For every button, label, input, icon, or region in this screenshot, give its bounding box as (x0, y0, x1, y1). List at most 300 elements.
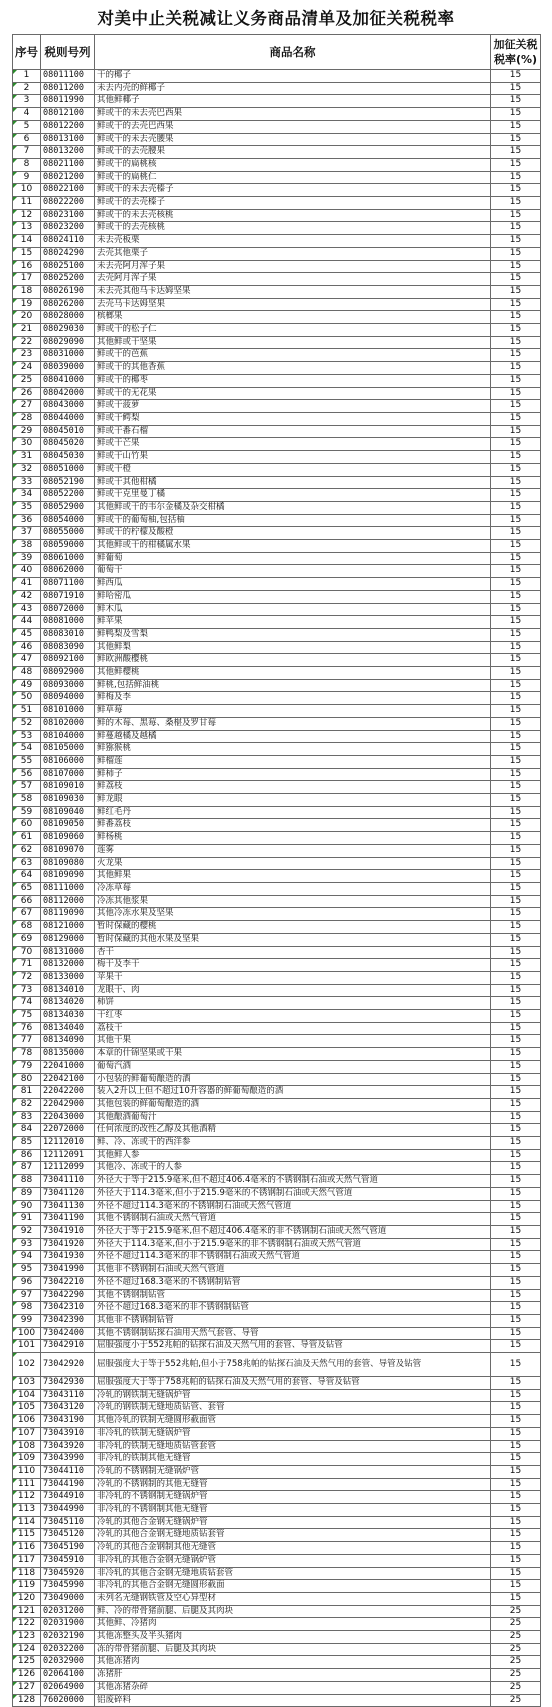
product-name: 其他包装的鲜葡萄酿造的酒 (95, 1098, 491, 1111)
table-row (13, 222, 541, 235)
tariff-code: 22042100 (41, 1073, 95, 1086)
row-index: 107 (13, 1427, 41, 1440)
table-row (13, 1465, 541, 1478)
product-name: 冷冻其他浆果 (95, 895, 491, 908)
tariff-rate: 15 (491, 527, 541, 540)
tariff-rate: 25 (491, 1669, 541, 1682)
product-name: 未去壳阿月浑子果 (95, 260, 491, 273)
tariff-code: 08101000 (41, 705, 95, 718)
product-name: 鲜或干的去壳巴西果 (95, 120, 491, 133)
product-name: 鲜葡萄 (95, 552, 491, 565)
row-index: 18 (13, 285, 41, 298)
table-row (13, 1225, 541, 1238)
product-name: 其他非不锈钢制钻管 (95, 1314, 491, 1327)
row-index: 112 (13, 1491, 41, 1504)
tariff-rate: 15 (491, 133, 541, 146)
tariff-code: 73041930 (41, 1251, 95, 1264)
tariff-rate: 15 (491, 336, 541, 349)
row-index: 94 (13, 1251, 41, 1264)
table-row (13, 1340, 541, 1353)
row-index: 4 (13, 108, 41, 121)
table-row (13, 946, 541, 959)
row-index: 92 (13, 1225, 41, 1238)
tariff-code: 08133000 (41, 971, 95, 984)
row-index: 73 (13, 984, 41, 997)
product-name: 暂时保藏的樱桃 (95, 921, 491, 934)
table-header-row (13, 35, 541, 70)
table-row (13, 578, 541, 591)
table-row (13, 1124, 541, 1137)
product-name: 去壳阿月浑子果 (95, 273, 491, 286)
tariff-code: 08134030 (41, 1010, 95, 1023)
row-index: 5 (13, 120, 41, 133)
table-row (13, 1213, 541, 1226)
table-row (13, 489, 541, 502)
table-row (13, 247, 541, 260)
row-index: 75 (13, 1010, 41, 1023)
table-row (13, 1377, 541, 1390)
tariff-code: 73045910 (41, 1554, 95, 1567)
product-name: 非冷轧的不锈钢制其他无缝管 (95, 1504, 491, 1517)
tariff-code: 08045010 (41, 425, 95, 438)
table-row (13, 768, 541, 781)
product-name: 鲜榴莲 (95, 755, 491, 768)
table-row (13, 908, 541, 921)
tariff-rate: 15 (491, 781, 541, 794)
table-row (13, 362, 541, 375)
tariff-rate: 15 (491, 705, 541, 718)
tariff-rate: 15 (491, 1427, 541, 1440)
table-row (13, 692, 541, 705)
table-row (13, 235, 541, 248)
row-index: 79 (13, 1060, 41, 1073)
table-row (13, 1491, 541, 1504)
tariff-rate: 15 (491, 806, 541, 819)
table-row (13, 971, 541, 984)
product-name: 鲜梅及李 (95, 692, 491, 705)
tariff-code: 12112099 (41, 1162, 95, 1175)
product-name: 其他冷、冻或干的人参 (95, 1162, 491, 1175)
tariff-code: 73045990 (41, 1580, 95, 1593)
tariff-code: 73045120 (41, 1529, 95, 1542)
table-row (13, 1187, 541, 1200)
table-row (13, 1567, 541, 1580)
row-index: 124 (13, 1643, 41, 1656)
row-index: 13 (13, 222, 41, 235)
table-row (13, 374, 541, 387)
tariff-rate: 15 (491, 717, 541, 730)
table-row (13, 603, 541, 616)
tariff-code: 08013100 (41, 133, 95, 146)
tariff-rate: 15 (491, 1340, 541, 1353)
tariff-rate: 15 (491, 667, 541, 680)
tariff-rate: 15 (491, 1175, 541, 1188)
row-index: 61 (13, 832, 41, 845)
tariff-code: 73044910 (41, 1491, 95, 1504)
tariff-code: 08081000 (41, 616, 95, 629)
header-name: 商品名称 (95, 35, 491, 70)
tariff-rate: 15 (491, 374, 541, 387)
row-index: 48 (13, 667, 41, 680)
tariff-rate: 15 (491, 1187, 541, 1200)
tariff-rate: 15 (491, 603, 541, 616)
tariff-rate: 15 (491, 1276, 541, 1289)
table-row (13, 412, 541, 425)
table-row (13, 1618, 541, 1631)
product-name: 本章的什锦坚果或干果 (95, 1048, 491, 1061)
product-name: 鲜或干的无花果 (95, 387, 491, 400)
row-index: 20 (13, 311, 41, 324)
table-row (13, 1137, 541, 1150)
product-name: 冻猪肝 (95, 1669, 491, 1682)
table-row (13, 667, 541, 680)
tariff-rate: 15 (491, 412, 541, 425)
row-index: 125 (13, 1656, 41, 1669)
tariff-code: 08054000 (41, 514, 95, 527)
tariff-rate: 15 (491, 1353, 541, 1377)
tariff-rate: 15 (491, 1022, 541, 1035)
tariff-rate: 15 (491, 298, 541, 311)
tariff-code: 08021100 (41, 158, 95, 171)
row-index: 25 (13, 374, 41, 387)
row-index: 41 (13, 578, 41, 591)
tariff-code: 08083090 (41, 641, 95, 654)
table-row (13, 1010, 541, 1023)
tariff-rate: 15 (491, 984, 541, 997)
tariff-rate: 15 (491, 362, 541, 375)
product-name: 鲜或干的椰枣 (95, 374, 491, 387)
row-index: 101 (13, 1340, 41, 1353)
row-index: 123 (13, 1631, 41, 1644)
tariff-code: 08013200 (41, 146, 95, 159)
tariff-rate: 15 (491, 565, 541, 578)
tariff-rate: 15 (491, 501, 541, 514)
tariff-code: 76020000 (41, 1694, 95, 1707)
product-name: 鲜或干的其他香蕉 (95, 362, 491, 375)
tariff-rate: 15 (491, 844, 541, 857)
tariff-rate: 15 (491, 1580, 541, 1593)
tariff-code: 08109090 (41, 870, 95, 883)
tariff-rate: 15 (491, 959, 541, 972)
table-row (13, 857, 541, 870)
table-row (13, 1327, 541, 1340)
product-name: 暂时保藏的其他水果及坚果 (95, 933, 491, 946)
tariff-code: 08083010 (41, 628, 95, 641)
row-index: 71 (13, 959, 41, 972)
tariff-code: 08132000 (41, 959, 95, 972)
row-index: 34 (13, 489, 41, 502)
tariff-rate: 15 (491, 197, 541, 210)
row-index: 105 (13, 1402, 41, 1415)
tariff-rate: 15 (491, 209, 541, 222)
tariff-rate: 15 (491, 158, 541, 171)
product-name: 外径不超过168.3毫米的非不锈钢制钻管 (95, 1302, 491, 1315)
row-index: 47 (13, 654, 41, 667)
table-row (13, 120, 541, 133)
tariff-rate: 15 (491, 1302, 541, 1315)
table-row (13, 146, 541, 159)
tariff-rate: 15 (491, 1453, 541, 1466)
tariff-rate: 15 (491, 755, 541, 768)
tariff-code: 08044000 (41, 412, 95, 425)
row-index: 62 (13, 844, 41, 857)
table-row (13, 997, 541, 1010)
table-row (13, 1302, 541, 1315)
product-name: 其他鲜椰子 (95, 95, 491, 108)
tariff-code: 73049000 (41, 1592, 95, 1605)
table-row (13, 1086, 541, 1099)
product-name: 鲜或干的未去壳核桃 (95, 209, 491, 222)
product-name: 冷轧的其他合金钢无缝地质钻套管 (95, 1529, 491, 1542)
product-name: 鲜或干的扁桃仁 (95, 171, 491, 184)
row-index: 115 (13, 1529, 41, 1542)
table-row (13, 883, 541, 896)
table-row (13, 933, 541, 946)
row-index: 12 (13, 209, 41, 222)
tariff-rate: 15 (491, 1516, 541, 1529)
table-row (13, 1440, 541, 1453)
tariff-code: 08071910 (41, 590, 95, 603)
product-name: 鲜木瓜 (95, 603, 491, 616)
row-index: 9 (13, 171, 41, 184)
tariff-rate: 15 (491, 438, 541, 451)
tariff-rate: 15 (491, 921, 541, 934)
tariff-rate: 15 (491, 552, 541, 565)
tariff-rate: 15 (491, 476, 541, 489)
tariff-code: 08052900 (41, 501, 95, 514)
product-name: 其他非不锈钢制石油或天然气管道 (95, 1264, 491, 1277)
table-row (13, 984, 541, 997)
row-index: 104 (13, 1389, 41, 1402)
tariff-code: 02032190 (41, 1631, 95, 1644)
product-name: 其他鲜或干坚果 (95, 336, 491, 349)
row-index: 77 (13, 1035, 41, 1048)
tariff-code: 73041910 (41, 1225, 95, 1238)
row-index: 53 (13, 730, 41, 743)
tariff-rate: 15 (491, 819, 541, 832)
table-row (13, 1504, 541, 1517)
tariff-rate: 15 (491, 1073, 541, 1086)
tariff-rate: 15 (491, 1162, 541, 1175)
table-row (13, 285, 541, 298)
table-row (13, 133, 541, 146)
product-name: 火龙果 (95, 857, 491, 870)
tariff-code: 08072000 (41, 603, 95, 616)
tariff-rate: 15 (491, 1251, 541, 1264)
product-name: 非冷轧的其他合金钢无缝地质钻套管 (95, 1567, 491, 1580)
tariff-rate: 15 (491, 1389, 541, 1402)
tariff-code: 08024110 (41, 235, 95, 248)
table-row (13, 1542, 541, 1555)
row-index: 58 (13, 794, 41, 807)
table-row (13, 832, 541, 845)
table-row (13, 1580, 541, 1593)
table-row (13, 1427, 541, 1440)
table-row (13, 1554, 541, 1567)
tariff-code: 08025100 (41, 260, 95, 273)
tariff-rate: 15 (491, 1542, 541, 1555)
table-row (13, 959, 541, 972)
row-index: 67 (13, 908, 41, 921)
tariff-code: 08119090 (41, 908, 95, 921)
row-index: 98 (13, 1302, 41, 1315)
row-index: 116 (13, 1542, 41, 1555)
product-name: 未列名无缝钢铁管及空心异型材 (95, 1592, 491, 1605)
tariff-code: 08026190 (41, 285, 95, 298)
product-name: 鲜鸭梨及雪梨 (95, 628, 491, 641)
table-row (13, 1098, 541, 1111)
tariff-code: 73042390 (41, 1314, 95, 1327)
row-index: 119 (13, 1580, 41, 1593)
tariff-rate: 15 (491, 578, 541, 591)
tariff-rate: 15 (491, 679, 541, 692)
tariff-code: 12112091 (41, 1149, 95, 1162)
product-name: 鲜、冷的带骨猪前腿、后腿及其肉块 (95, 1605, 491, 1618)
row-index: 52 (13, 717, 41, 730)
row-index: 28 (13, 412, 41, 425)
tariff-rate: 15 (491, 908, 541, 921)
tariff-code: 02064100 (41, 1669, 95, 1682)
product-name: 屈服强度小于552兆帕的钻探石油及天然气用的套管、导管及钻管 (95, 1340, 491, 1353)
tariff-rate: 15 (491, 1592, 541, 1605)
product-name: 鲜草莓 (95, 705, 491, 718)
product-name: 其他鲜或干的韦尔金橘及杂交柑橘 (95, 501, 491, 514)
tariff-code: 02032900 (41, 1656, 95, 1669)
tariff-rate: 15 (491, 1529, 541, 1542)
tariff-rate: 15 (491, 1213, 541, 1226)
tariff-rate: 15 (491, 489, 541, 502)
tariff-rate: 15 (491, 1491, 541, 1504)
product-name: 其他鲜果 (95, 870, 491, 883)
product-name: 非冷轧的铁制无缝地质钻管套管 (95, 1440, 491, 1453)
table-row (13, 273, 541, 286)
tariff-code: 08011100 (41, 70, 95, 83)
table-row (13, 400, 541, 413)
tariff-rate: 15 (491, 692, 541, 705)
tariff-code: 08109010 (41, 781, 95, 794)
tariff-code: 73042210 (41, 1276, 95, 1289)
tariff-code: 08131000 (41, 946, 95, 959)
tariff-rate: 15 (491, 1124, 541, 1137)
product-name: 其他冻猪肉 (95, 1656, 491, 1669)
table-row (13, 171, 541, 184)
product-name: 其他不锈钢制钻管 (95, 1289, 491, 1302)
product-name: 鲜蔓越橘及越橘 (95, 730, 491, 743)
tariff-rate: 15 (491, 260, 541, 273)
row-index: 99 (13, 1314, 41, 1327)
tariff-code: 08023100 (41, 209, 95, 222)
tariff-code: 08106000 (41, 755, 95, 768)
row-index: 110 (13, 1465, 41, 1478)
tariff-code: 08061000 (41, 552, 95, 565)
product-name: 槟榔果 (95, 311, 491, 324)
row-index: 54 (13, 743, 41, 756)
table-row (13, 1516, 541, 1529)
tariff-code: 22041000 (41, 1060, 95, 1073)
tariff-rate: 15 (491, 1200, 541, 1213)
tariff-code: 08042000 (41, 387, 95, 400)
product-name: 鲜的木莓、黑莓、桑椹及罗甘莓 (95, 717, 491, 730)
tariff-rate: 15 (491, 1238, 541, 1251)
row-index: 106 (13, 1415, 41, 1428)
tariff-rate: 25 (491, 1618, 541, 1631)
row-index: 33 (13, 476, 41, 489)
tariff-rate: 15 (491, 184, 541, 197)
product-name: 鲜或干的未去壳腰果 (95, 133, 491, 146)
tariff-rate: 15 (491, 857, 541, 870)
tariff-code: 08134020 (41, 997, 95, 1010)
tariff-rate: 15 (491, 463, 541, 476)
tariff-rate: 15 (491, 1264, 541, 1277)
tariff-rate: 15 (491, 1314, 541, 1327)
product-name: 任何浓度的改性乙醇及其他酒精 (95, 1124, 491, 1137)
tariff-rate: 15 (491, 1554, 541, 1567)
table-row (13, 1656, 541, 1669)
product-name: 鲜哈密瓜 (95, 590, 491, 603)
tariff-code: 08051000 (41, 463, 95, 476)
product-name: 鲜荔枝 (95, 781, 491, 794)
product-name: 小包装的鲜葡萄酿造的酒 (95, 1073, 491, 1086)
product-name: 非冷轧的其他合金钢无缝锅炉管 (95, 1554, 491, 1567)
tariff-code: 08092100 (41, 654, 95, 667)
tariff-code: 08052200 (41, 489, 95, 502)
table-row (13, 184, 541, 197)
header-code: 税则号列 (41, 35, 95, 70)
table-row (13, 425, 541, 438)
row-index: 50 (13, 692, 41, 705)
row-index: 21 (13, 324, 41, 337)
table-row (13, 1162, 541, 1175)
product-name: 非冷轧的铁制其他无缝管 (95, 1453, 491, 1466)
tariff-code: 08045030 (41, 451, 95, 464)
product-name: 鲜或干的去壳核桃 (95, 222, 491, 235)
tariff-rate: 15 (491, 82, 541, 95)
table-row (13, 1264, 541, 1277)
table-row (13, 1605, 541, 1618)
product-name: 其他不锈钢制钻探石油用天然气套管、导管 (95, 1327, 491, 1340)
product-name: 干的椰子 (95, 70, 491, 83)
row-index: 44 (13, 616, 41, 629)
tariff-rate: 15 (491, 1478, 541, 1491)
row-index: 69 (13, 933, 41, 946)
tariff-rate: 15 (491, 108, 541, 121)
row-index: 68 (13, 921, 41, 934)
tariff-code: 08105000 (41, 743, 95, 756)
tariff-rate: 25 (491, 1681, 541, 1694)
table-row (13, 616, 541, 629)
table-row (13, 451, 541, 464)
tariff-code: 73044110 (41, 1465, 95, 1478)
tariff-code: 08112000 (41, 895, 95, 908)
row-index: 121 (13, 1605, 41, 1618)
table-row (13, 565, 541, 578)
product-name: 鲜或干的扁桃核 (95, 158, 491, 171)
table-row (13, 628, 541, 641)
table-row (13, 1631, 541, 1644)
tariff-code: 08029030 (41, 324, 95, 337)
tariff-code: 73044990 (41, 1504, 95, 1517)
tariff-rate: 15 (491, 1086, 541, 1099)
table-row (13, 590, 541, 603)
product-name: 鲜番荔枝 (95, 819, 491, 832)
table-row (13, 95, 541, 108)
table-row (13, 1643, 541, 1656)
tariff-code: 73045920 (41, 1567, 95, 1580)
table-row (13, 82, 541, 95)
row-index: 89 (13, 1187, 41, 1200)
tariff-code: 73041990 (41, 1264, 95, 1277)
table-row (13, 1353, 541, 1377)
